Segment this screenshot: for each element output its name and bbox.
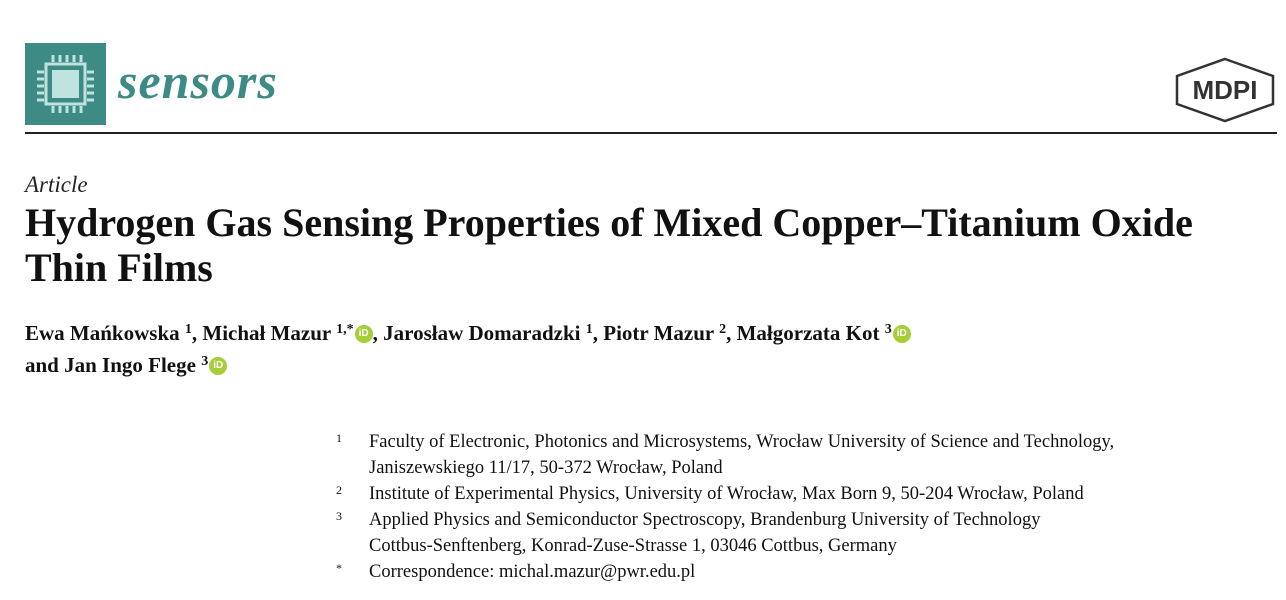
- affiliation-marker: 3: [336, 509, 342, 523]
- author-4: [603, 321, 726, 345]
- sensors-logo-icon: [25, 43, 106, 125]
- author-affiliation-marker: 3: [884, 322, 892, 337]
- affiliation-text: Faculty of Electronic, Photonics and Microsystems, Wrocław University of Science and Technology,: [369, 432, 1115, 452]
- orcid-icon[interactable]: iD: [893, 325, 911, 343]
- author-name: and Jan Ingo Flege: [25, 353, 196, 377]
- author-name: Małgorzata Kot: [736, 321, 880, 345]
- author-separator: ,: [726, 321, 737, 345]
- author-5: [737, 321, 911, 345]
- correspondence-email[interactable]: Correspondence: michal.mazur@pwr.edu.pl: [369, 562, 696, 582]
- affiliation-text: Applied Physics and Semiconductor Spectroscopy, Brandenburg University of Technology: [369, 510, 1041, 530]
- author-affiliation-marker: 1: [585, 322, 593, 337]
- affiliation-2: [336, 481, 1236, 507]
- author-separator: ,: [372, 321, 384, 345]
- correspondence-marker: *: [336, 561, 342, 575]
- affiliation-1: [336, 429, 1236, 481]
- header-divider: [25, 132, 1277, 134]
- article-title: Hydrogen Gas Sensing Properties of Mixed Copper–Titanium Oxide Thin Films: [25, 200, 1193, 290]
- author-name: Michał Mazur: [202, 321, 331, 345]
- author-separator: ,: [191, 321, 203, 345]
- author-separator: ,: [592, 321, 604, 345]
- author-6: [25, 353, 227, 377]
- mdpi-logo: [1172, 56, 1278, 129]
- affiliation-text: Cottbus-Senftenberg, Konrad-Zuse-Strasse 1, 03046 Cottbus, Germany: [369, 536, 897, 556]
- author-2: [202, 321, 372, 345]
- author-affiliation-marker: 1,*: [336, 322, 354, 337]
- correspondence: [336, 559, 1236, 585]
- author-1: [25, 321, 192, 345]
- author-affiliation-marker: 2: [719, 322, 727, 337]
- affiliation-text: Institute of Experimental Physics, University of Wrocław, Max Born 9, 50-204 Wrocław, Poland: [369, 484, 1084, 504]
- author-affiliation-marker: 3: [201, 354, 209, 369]
- orcid-icon[interactable]: iD: [355, 325, 373, 343]
- affiliation-marker: 1: [336, 431, 342, 445]
- author-3: [383, 321, 593, 345]
- orcid-icon[interactable]: iD: [209, 357, 227, 375]
- author-name: Jarosław Domaradzki: [383, 321, 581, 345]
- author-name: Piotr Mazur: [603, 321, 714, 345]
- author-affiliation-marker: 1: [184, 322, 192, 337]
- author-name: Ewa Mańkowska: [25, 321, 180, 345]
- affiliation-text: Janiszewskiego 11/17, 50-372 Wrocław, Poland: [369, 458, 723, 478]
- journal-name: sensors: [118, 53, 278, 109]
- affiliations: [336, 429, 1236, 585]
- mdpi-logo-text: MDPI: [1192, 75, 1258, 105]
- article-type-label: Article: [25, 172, 88, 197]
- author-list: [25, 317, 1225, 381]
- affiliation-marker: 2: [336, 483, 342, 497]
- affiliation-3: [336, 507, 1236, 559]
